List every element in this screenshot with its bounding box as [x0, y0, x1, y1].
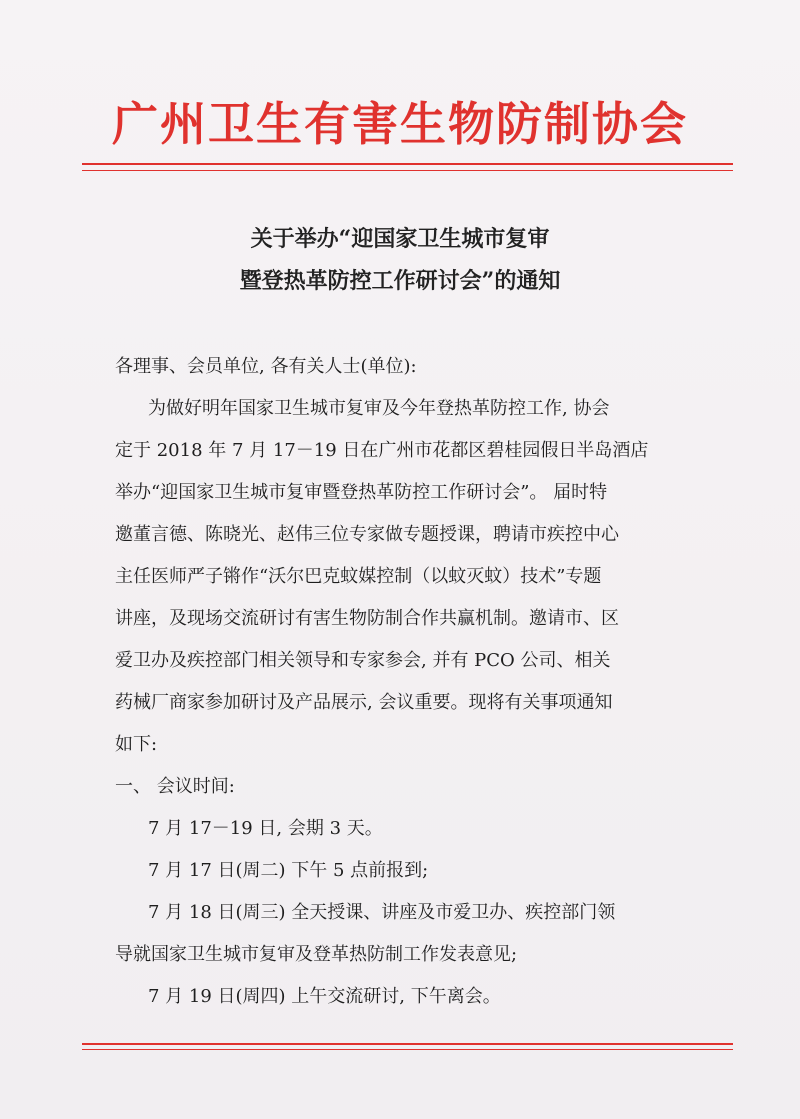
section-heading: 一、 会议时间: — [115, 776, 235, 797]
salutation: 各理事、会员单位, 各有关人士(单位): — [115, 356, 417, 377]
paragraph-line: 邀董言德、陈晓光、赵伟三位专家做专题授课，聘请市疾控中心 — [115, 524, 619, 545]
header-rule-thin — [82, 170, 733, 171]
paragraph-line: 定于 2018 年 7 月 17－19 日在广州市花都区碧桂园假日半岛酒店 — [115, 440, 649, 461]
schedule-item: 7 月 18 日(周三) 全天授课、讲座及市爱卫办、疾控部门领 — [148, 902, 616, 923]
document-title-line-2: 暨登热革防控工作研讨会”的通知 — [239, 268, 561, 294]
footer-rule-thin — [82, 1049, 733, 1050]
schedule-item-continued: 导就国家卫生城市复审及登革热防制工作发表意见; — [115, 944, 518, 965]
paragraph-line: 主任医师严子锵作“沃尔巴克蚊媒控制（以蚊灭蚊）技术”专题 — [115, 566, 602, 587]
schedule-item: 7 月 17－19 日, 会期 3 天。 — [148, 818, 383, 839]
header-rule-thick — [82, 163, 733, 165]
paragraph-line: 讲座，及现场交流研讨有害生物防制合作共赢机制。邀请市、区 — [115, 608, 619, 629]
organization-letterhead: 广州卫生有害生物防制协会 — [112, 97, 688, 151]
paragraph-line: 为做好明年国家卫生城市复审及今年登热革防控工作, 协会 — [148, 398, 610, 419]
document-title-line-1: 关于举办“迎国家卫生城市复审 — [250, 226, 550, 252]
footer-rule-thick — [82, 1043, 733, 1045]
paragraph-line: 如下: — [115, 734, 158, 755]
schedule-item: 7 月 19 日(周四) 上午交流研讨, 下午离会。 — [148, 986, 501, 1007]
paragraph-line: 举办“迎国家卫生城市复审暨登热革防控工作研讨会”。 届时特 — [115, 482, 608, 503]
paragraph-line: 药械厂商家参加研讨及产品展示, 会议重要。现将有关事项通知 — [115, 692, 613, 713]
paragraph-line: 爱卫办及疾控部门相关领导和专家参会, 并有 PCO 公司、相关 — [115, 650, 611, 671]
schedule-item: 7 月 17 日(周二) 下午 5 点前报到; — [148, 860, 429, 881]
